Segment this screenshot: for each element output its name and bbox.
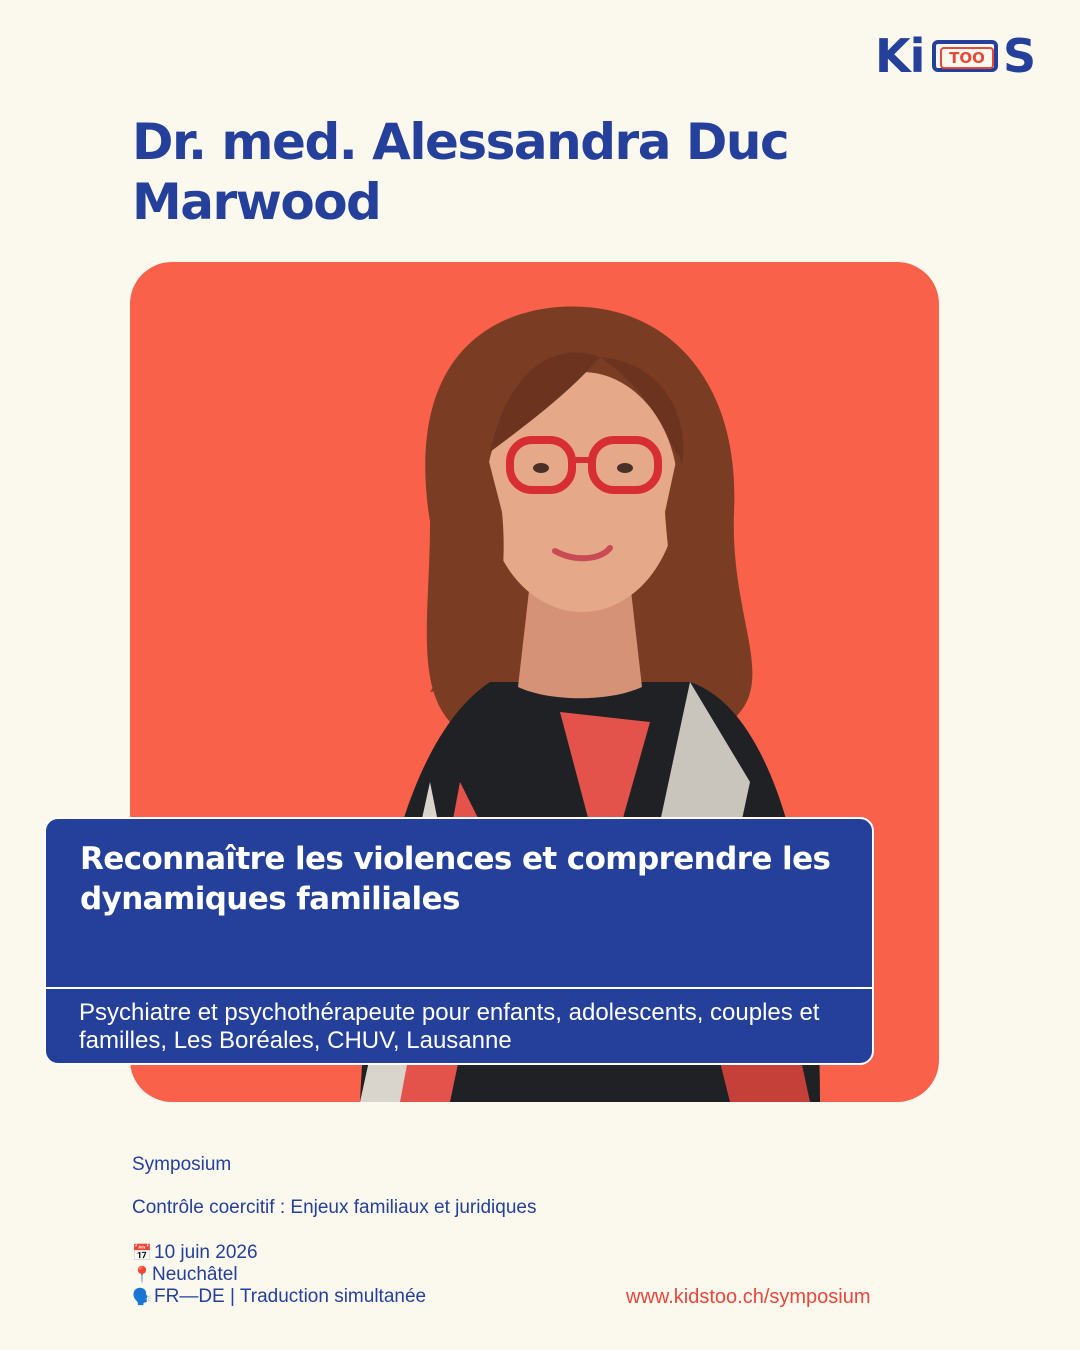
speaker-name: Dr. med. Alessandra Duc Marwood xyxy=(132,113,789,231)
kidstoo-logo xyxy=(875,30,1043,82)
talk-title: Reconnaître les violences et comprendre les dynamiques familiales xyxy=(80,841,831,917)
event-title: Contrôle coercitif : Enjeux familiaux et juridiques xyxy=(132,1197,537,1218)
calendar-icon: 📅 xyxy=(132,1245,152,1262)
talk-info-box xyxy=(44,817,874,1065)
speaking-head-icon: 🗣️ xyxy=(132,1289,152,1306)
logo-too: TOO xyxy=(940,47,994,69)
logo-s: S xyxy=(1003,29,1037,83)
pin-icon: 📍 xyxy=(132,1267,152,1284)
event-location xyxy=(132,1264,238,1287)
event-language-text: FR—DE | Traduction simultanée xyxy=(154,1286,427,1307)
event-url-link[interactable]: www.kidstoo.ch/symposium xyxy=(626,1286,871,1308)
talk-divider xyxy=(46,987,874,989)
event-type: Symposium xyxy=(132,1154,232,1175)
event-date-text: 10 juin 2026 xyxy=(154,1242,258,1263)
logo-ki: Ki xyxy=(875,29,925,83)
event-date xyxy=(132,1242,258,1265)
speaker-role: Psychiatre et psychothérapeute pour enfants, adolescents, couples et familles, Les Boréales, CHUV, Lausanne xyxy=(79,999,820,1054)
event-language xyxy=(132,1286,426,1309)
event-location-text: Neuchâtel xyxy=(152,1264,238,1285)
logo-too-frame xyxy=(932,40,998,72)
